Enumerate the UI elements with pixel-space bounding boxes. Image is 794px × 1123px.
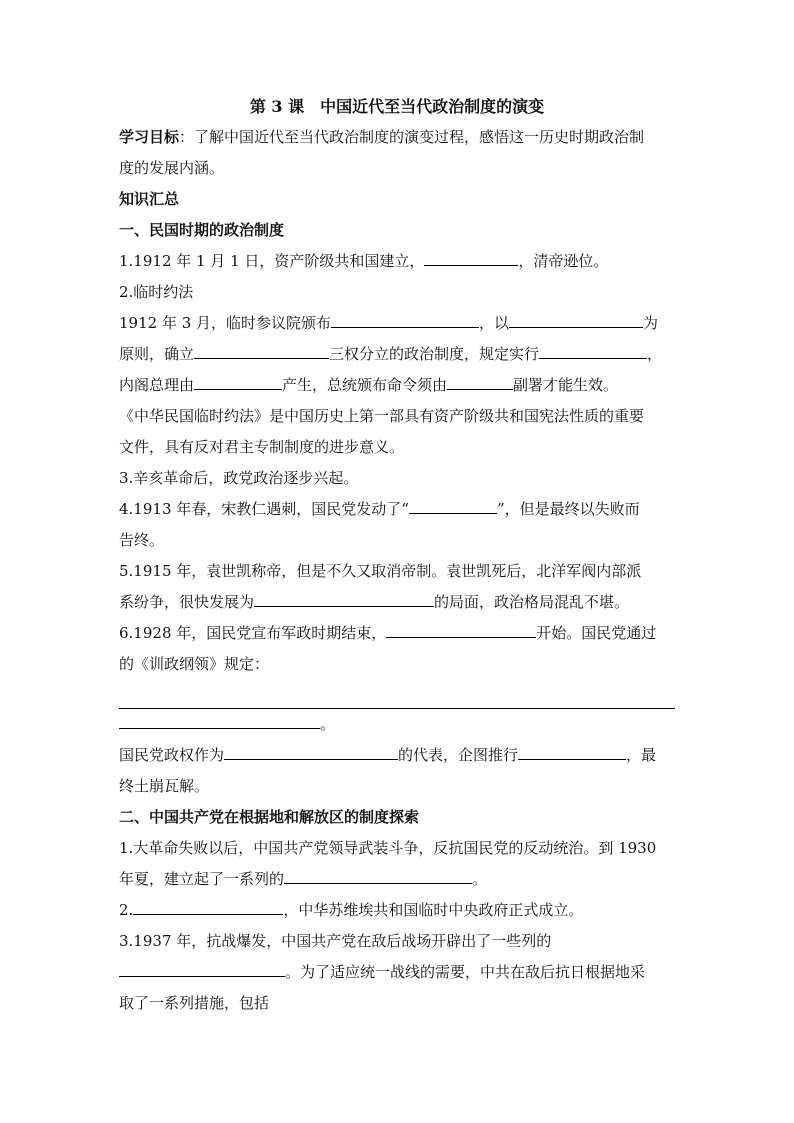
answer-rule[interactable] [119,694,675,709]
text: 2. [119,901,134,919]
objective-line-1 [119,122,675,153]
fill-blank[interactable] [331,312,479,328]
s1-line-4 [119,339,675,370]
fill-blank[interactable] [119,713,320,729]
s1-line-15 [119,709,675,740]
fill-blank[interactable] [386,622,536,638]
text: 年夏，建立起了一系列的 [119,870,285,888]
fill-blank[interactable] [119,961,285,977]
s2-item-2 [119,895,675,926]
fill-blank[interactable] [409,498,497,514]
lesson-title: 第 3 课 中国近代至当代政治制度的演变 [249,97,545,116]
text: 的代表，企图推行 [398,746,519,764]
text: 4.1913 年春，宋教仁遇刺，国民党发动了“ [119,500,409,518]
text: 6.1928 年，国民党宣布军政时期结束， [119,624,387,642]
text: 开始。国民党通过 [536,624,657,642]
text: 的局面，政治格局混乱不堪。 [434,593,630,611]
document-page [119,92,675,1019]
fill-blank[interactable] [518,744,626,760]
text: 1.1912 年 1 月 1 日，资产阶级共和国建立， [119,252,425,270]
fill-blank[interactable] [539,343,647,359]
s1-line-3 [119,308,675,339]
s1-item-4 [119,494,675,525]
s1-item-1 [119,246,675,277]
s2-line-2 [119,864,675,895]
summary-heading: 知识汇总 [119,190,180,208]
text: 。 [472,870,488,888]
s1-item-3: 3.辛亥革命后，政党政治逐步兴起。 [119,469,359,487]
s1-line-10: 告终。 [119,531,165,549]
text: 产生，总统颁布命令须由 [282,376,448,394]
text: ，中华苏维埃共和国临时中央政府正式成立。 [283,901,584,919]
text: ，以 [479,314,510,332]
fill-blank[interactable] [447,374,513,390]
objective-label: 学习目标 [119,128,180,146]
s1-line-7: 文件，具有反对君主专制制度的进步意义。 [119,438,405,456]
section2-heading: 二、中国共产党在根据地和解放区的制度探索 [119,808,420,826]
s2-line-5 [119,957,675,988]
objective-text-1: ：了解中国近代至当代政治制度的演变过程，感悟这一历史时期政治制 [179,128,645,146]
text: 国民党政权作为 [119,746,225,764]
text: 原则，确立 [119,345,195,363]
s1-item-6 [119,618,675,649]
text: 为 [643,314,659,332]
text: 1912 年 3 月，临时参议院颁布 [119,314,332,332]
text: ， [647,345,663,363]
text: ”，但是最终以失败而 [496,500,640,518]
objective-line-2: 度的发展内涵。 [119,159,225,177]
s1-line-16 [119,740,675,771]
text: 。为了适应统一战线的需要，中共在敌后抗日根据地采 [285,963,646,981]
fill-blank[interactable] [194,343,329,359]
s1-line-6: 《中华民国临时约法》是中国历史上第一部具有资产阶级共和国宪法性质的重要 [119,407,645,425]
s1-line-14: 的《训政纲领》规定： [119,655,270,673]
text: ，清帝逊位。 [518,252,609,270]
s1-line-12 [119,587,675,618]
text: 内阁总理由 [119,376,195,394]
s1-item-2: 2.临时约法 [119,283,194,301]
s1-item-5: 5.1915 年，袁世凯称帝，但是不久又取消帝制。袁世凯死后，北洋军阀内部派 [119,562,642,580]
fill-blank[interactable] [424,250,518,266]
s2-item-1: 1.大革命失败以后，中国共产党领导武装斗争，反抗国民党的反动统治。到 1930 [119,839,657,857]
s2-item-3: 3.1937 年，抗战爆发，中国共产党在敌后战场开辟出了一些列的 [119,932,552,950]
fill-blank[interactable] [224,744,398,760]
fill-blank[interactable] [509,312,643,328]
fill-blank[interactable] [254,591,434,607]
fill-blank[interactable] [194,374,282,390]
text: 系纷争，很快发展为 [119,593,255,611]
text: ，最 [626,746,657,764]
s1-line-17: 终土崩瓦解。 [119,777,210,795]
text: 。 [320,715,336,733]
fill-blank[interactable] [284,868,472,884]
s1-line-5 [119,370,675,401]
s2-line-6: 取了一系列措施，包括 [119,994,270,1012]
section1-heading: 一、民国时期的政治制度 [119,221,285,239]
text: 三权分立的政治制度，规定实行 [329,345,540,363]
text: 副署才能生效。 [513,376,619,394]
fill-blank[interactable] [133,899,283,915]
